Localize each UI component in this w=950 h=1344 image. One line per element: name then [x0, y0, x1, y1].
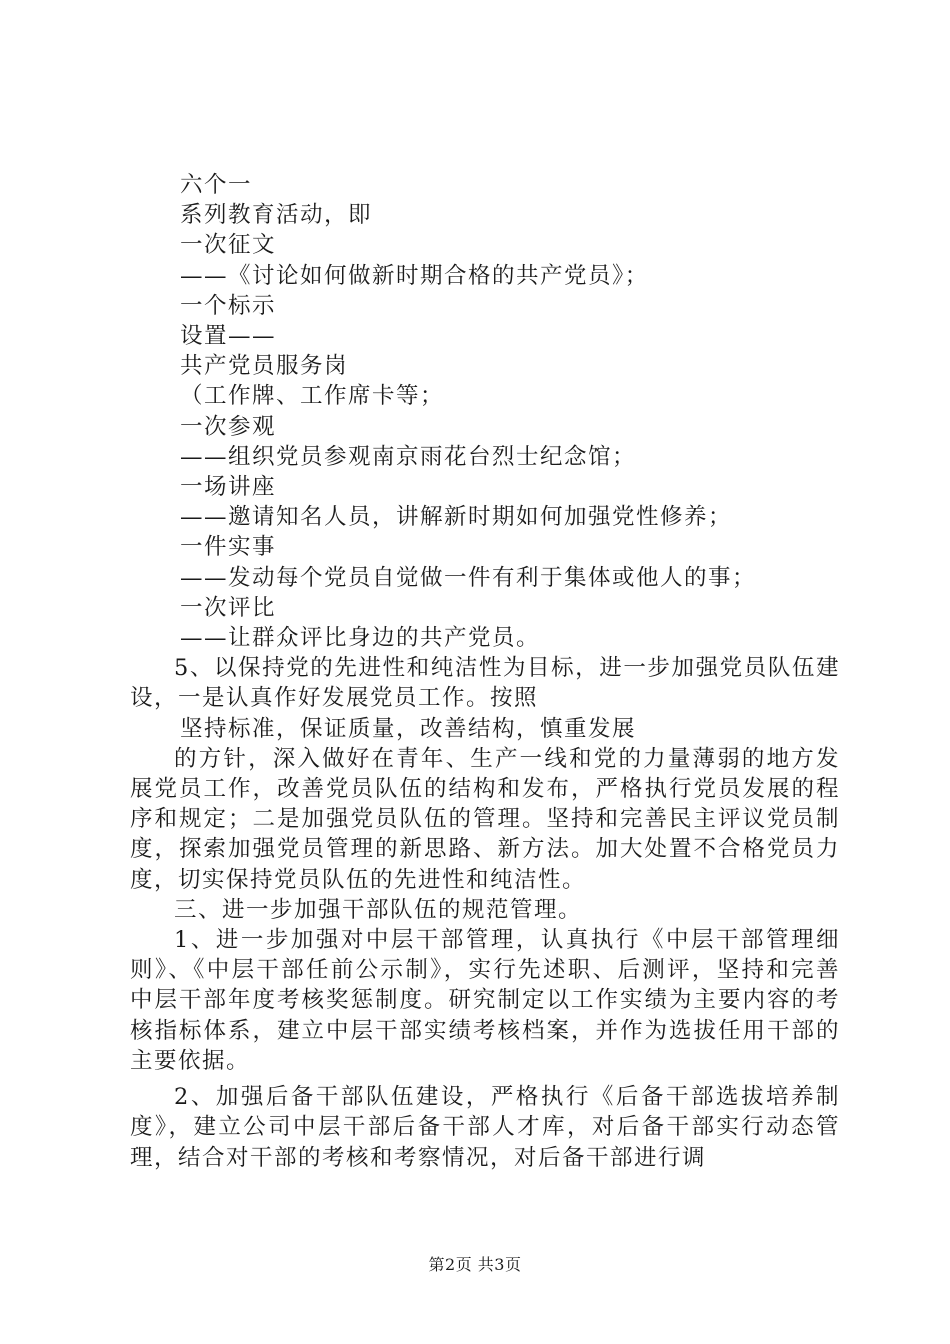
document-body: [130, 170, 840, 1173]
text-line: 一件实事: [180, 534, 277, 561]
text-line: 共产党员服务岗: [180, 353, 349, 380]
text-line: 一场讲座: [180, 474, 277, 501]
text-line: （工作牌、工作席卡等；: [180, 383, 445, 410]
text-line: 一次征文: [180, 232, 277, 259]
text-line: ——组织党员参观南京雨花台烈士纪念馆；: [180, 443, 637, 470]
text-line: 一次参观: [180, 413, 277, 440]
page-footer: 第2页 共3页: [428, 1255, 522, 1274]
paragraph-5-part-1: 5、以保持党的先进性和纯洁性为目标，进一步加强党员队伍建设，一是认真作好发展党员工作。按照: [130, 655, 840, 712]
paragraph-3-1: 1、进一步加强对中层干部管理，认真执行《中层干部管理细则》、《中层干部任前公示制》，实行先述职、后测评，坚持和完善中层干部年度考核奖惩制度。研究制定以工作实绩为主要内容的考核指标体系，建立中层干部实绩考核档案，并作为选拔任用干部的主要依据。: [130, 927, 840, 1074]
text-line: ——发动每个党员自觉做一件有利于集体或他人的事；: [180, 564, 757, 591]
text-line: 六个一: [180, 172, 253, 198]
text-line: ——邀请知名人员，讲解新时期如何加强党性修养；: [180, 504, 733, 531]
paragraph-5-part-2: 坚持标准，保证质量，改善结构，慎重发展: [180, 715, 637, 742]
text-line: 一个标示: [180, 292, 277, 319]
paragraph-3-2: 2、加强后备干部队伍建设，严格执行《后备干部选拔培养制度》，建立公司中层干部后备干部人才库，对后备干部实行动态管理，结合对干部的考核和考察情况，对后备干部进行调: [130, 1084, 840, 1171]
text-line: ——《讨论如何做新时期合格的共产党员》；: [180, 262, 649, 289]
section-3-heading: 三、进一步加强干部队伍的规范管理。: [174, 896, 583, 923]
text-line: 设置——: [180, 323, 277, 350]
text-line: 系列教育活动，即: [180, 202, 373, 229]
text-line: ——让群众评比身边的共产党员。: [180, 625, 541, 652]
text-line: 一次评比: [180, 594, 277, 621]
paragraph-5-part-3: 的方针，深入做好在青年、生产一线和党的力量薄弱的地方发展党员工作，改善党员队伍的结构和发布，严格执行党员发展的程序和规定；二是加强党员队伍的管理。坚持和完善民主评议党员制度，探索加强党员管理的新思路、新方法。加大处置不合格党员力度，切实保持党员队伍的先进性和纯洁性。: [130, 745, 840, 893]
